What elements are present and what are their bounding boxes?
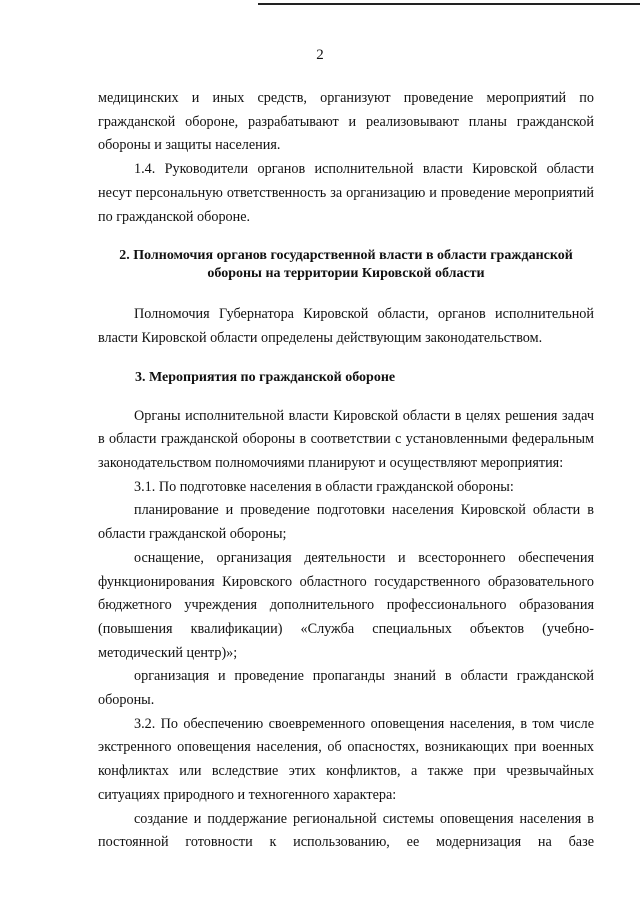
paragraph: 1.4. Руководители органов исполнительной власти Кировской области несут персональную ответственность за организацию и проведение мероприятий по гражданской обороне. — [98, 161, 594, 225]
paragraph: медицинских и иных средств, организуют проведение мероприятий по гражданской обороне, разрабатывают и реализовывают планы гражданской обороны и защиты населения. — [98, 90, 594, 154]
top-rule — [258, 3, 640, 5]
section-heading: 3. Мероприятия по гражданской обороне — [135, 369, 396, 385]
paragraph: Органы исполнительной власти Кировской области в целях решения задач в области гражданской обороны в соответствии с установленными федеральным законодательством полномочиями планируют и осуществляют мероприятия: — [98, 407, 594, 472]
paragraph: 3.2. По обеспечению своевременного оповещения населения, в том числе экстренного оповещения населения, об опасностях, возникающих при военных конфликтах или вследствие этих конфликтов, а также при чрезвычайных ситуациях природного и техногенного характера: — [98, 715, 594, 803]
paragraph: 3.1. По подготовке населения в области гражданской обороны: — [134, 478, 514, 495]
section-heading: 2. Полномочия органов государственной власти в области гражданской обороны на территории Кировской области — [119, 248, 573, 282]
document-body — [98, 87, 594, 855]
paragraph: организация и проведение пропаганды знаний в области гражданской обороны. — [98, 668, 594, 709]
paragraph: оснащение, организация деятельности и всестороннего обеспечения функционирования Кировского областного государственного образовательного бюджетного учреждения дополнительного профессионального образования (повышения квалификации) «Служба специальных объектов (учебно-методический центр)»; — [98, 549, 594, 661]
paragraph: планирование и проведение подготовки населения Кировской области в области гражданской обороны; — [98, 502, 594, 543]
page-number: 2 — [316, 47, 324, 63]
paragraph: Полномочия Губернатора Кировской области, органов исполнительной власти Кировской области определены действующим законодательством. — [98, 306, 594, 346]
paragraph: создание и поддержание региональной системы оповещения населения в постоянной готовности к использованию, ее модернизация на базе — [98, 810, 594, 851]
